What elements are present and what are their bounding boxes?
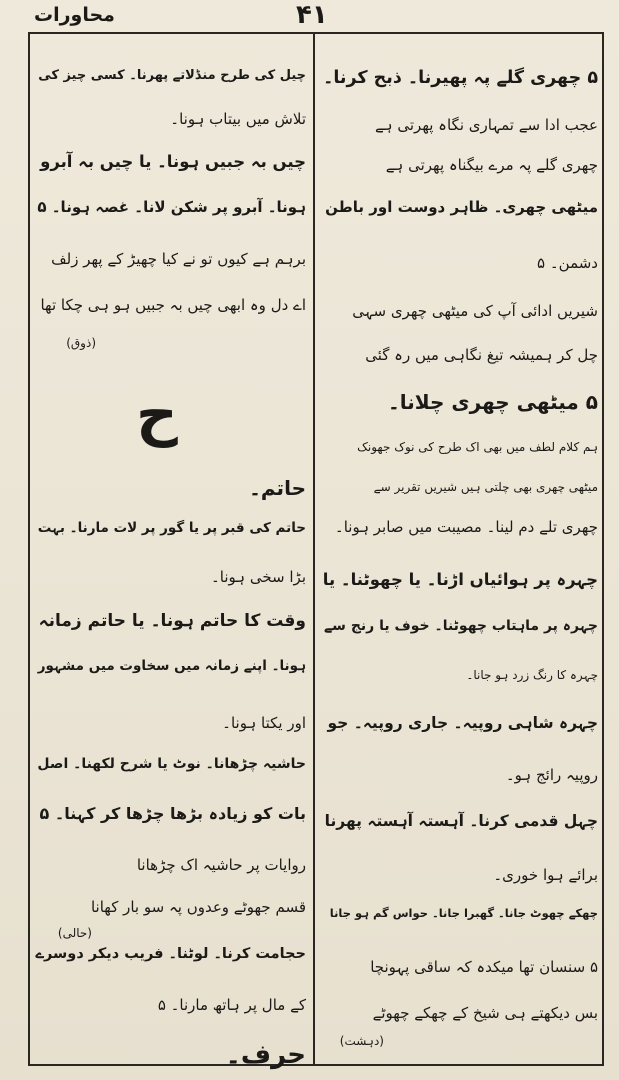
entry-heading: حاتم۔ — [249, 476, 306, 500]
definition-line: بات کو زیادہ بڑھا چڑھا کر کہنا۔ ۵ — [39, 804, 306, 823]
verse-line: روایات پر حاشیہ اک چڑھانا — [136, 856, 306, 874]
column-divider — [313, 32, 315, 1066]
definition-line: دشمن۔ ۵ — [537, 254, 598, 272]
entry-heading: چیل کی طرح منڈلاتے پھرنا۔ کسی چیز کی — [38, 68, 306, 83]
verse-line: قسم جھوٹے وعدوں پہ سو بار کھانا — [90, 898, 306, 916]
entry-heading: وقت کا حاتم ہونا۔ یا حاتم زمانہ — [38, 611, 306, 631]
definition-line: ہونا۔ آبرو پر شکن لانا۔ غصہ ہونا۔ ۵ — [37, 198, 306, 216]
definition-line: اور یکتا ہونا۔ — [222, 714, 306, 732]
entry-heading: میٹھی چھری۔ ظاہر دوست اور باطن — [325, 198, 598, 216]
entry-heading: حاتم کی قبر پر یا گور پر لات مارنا۔ بہت — [37, 520, 306, 536]
verse-line: ہم کلام لطف میں بھی اک طرح کی نوک جھونک — [357, 440, 598, 454]
poet-attribution: (ذوق) — [66, 336, 96, 350]
verse-line: چھری گلے پہ مرے بیگناہ پھرتی ہے — [385, 156, 598, 174]
definition-line: کے مال پر ہاتھ مارنا۔ ۵ — [157, 996, 306, 1014]
entry-heading: چھری تلے دم لینا۔ مصیبت میں صابر ہونا۔ — [334, 518, 598, 536]
verse-line: برہم ہے کیوں تو نے کیا چھیڑ کے پھر زلف — [51, 250, 306, 268]
verse-line: عجب ادا سے تمہاری نگاہ پھرتی ہے — [375, 116, 598, 134]
section-letter: ح — [136, 380, 178, 448]
verse-line: ۵ سنسان تھا میکدہ کہ ساقی پہونچا — [370, 958, 598, 976]
verse-line: بس دیکھتے ہی شیخ کے چھکے چھوٹے — [372, 1004, 598, 1022]
page-number: ۴۱ — [296, 0, 328, 30]
verse-line: چل کر ہمیشہ تیغ نگاہی میں رہ گئی — [365, 346, 598, 364]
left-column — [34, 40, 306, 1070]
right-column — [322, 40, 598, 1055]
entry-heading: حرف۔ — [225, 1040, 306, 1070]
definition-line: ہونا۔ اپنے زمانہ میں سخاوت میں مشہور — [37, 658, 306, 674]
verse-line: اے دل وہ ابھی چیں بہ جبیں ہو ہی چکا تھا — [40, 296, 306, 314]
entry-heading: حاشیہ چڑھانا۔ نوٹ یا شرح لکھنا۔ اصل — [37, 756, 306, 772]
running-header: محاورات — [34, 4, 115, 26]
definition-line: بڑا سخی ہونا۔ — [211, 568, 306, 586]
definition-line: چہرہ کا رنگ زرد ہو جانا۔ — [466, 668, 598, 682]
definition-line: روپیہ رائج ہو۔ — [505, 766, 598, 784]
definition-line: برائے ہوا خوری۔ — [493, 866, 598, 884]
entry-heading: چہل قدمی کرنا۔ آہستہ آہستہ پھرنا — [324, 812, 598, 830]
entry-heading: ۵ میٹھی چھری چلانا۔ — [388, 390, 598, 414]
entry-heading: چہرہ شاہی روپیہ۔ جاری روپیہ۔ جو — [327, 714, 598, 732]
entry-heading: چھکے چھوٹ جانا۔ گھبرا جانا۔ حواس گم ہو جانا — [329, 906, 598, 920]
poet-attribution: (حالی) — [57, 926, 92, 940]
poet-attribution: (دہشت) — [339, 1034, 384, 1048]
definition-line: تلاش میں بیتاب ہونا۔ — [170, 110, 306, 128]
entry-heading: چیں بہ جبیں ہونا۔ یا چیں بہ آبرو — [40, 152, 306, 171]
entry-heading: چہرہ پر ماہتاب چھوٹنا۔ خوف یا رنج سے — [323, 618, 598, 634]
entry-heading: ۵ چھری گلے پہ پھیرنا۔ ذبح کرنا۔ — [323, 68, 598, 88]
entry-heading: چہرہ پر ہوائیاں اڑنا۔ یا چھوٹنا۔ یا — [322, 570, 598, 589]
verse-line: میٹھی چھری بھی چلتی ہیں شیریں تقریر سے — [373, 480, 598, 494]
entry-heading: حجامت کرنا۔ لوٹنا۔ فریب دیکر دوسرے — [35, 946, 306, 962]
verse-line: شیریں ادائی آپ کی میٹھی چھری سہی — [352, 302, 598, 320]
